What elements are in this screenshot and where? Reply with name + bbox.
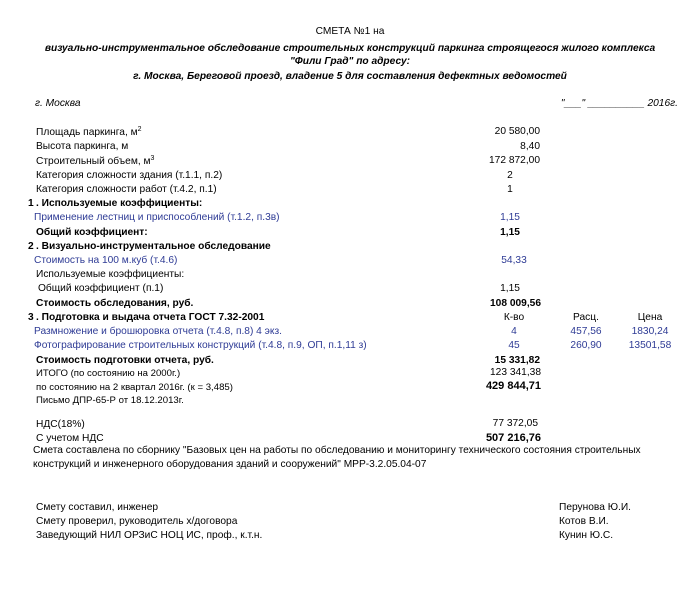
section2-coef-label: Используемые коэффициенты: xyxy=(36,269,185,280)
section2-title: . Визуально-инструментальное обследование xyxy=(36,241,271,252)
signature-role: Смету составил, инженер xyxy=(36,502,159,513)
section2-price-label: Стоимость на 100 м.куб (т.4.6) xyxy=(34,255,178,266)
row-price: 13501,58 xyxy=(628,340,672,351)
section1-row-value: 1,15 xyxy=(500,212,520,223)
signature-name: Кунин Ю.С. xyxy=(559,530,614,541)
param-value-work-category: 1 xyxy=(507,184,513,195)
param-label-area: Площадь паркинга, $м^2$ xyxy=(36,126,142,138)
section3-title: . Подготовка и выдача отчета ГОСТ 7.32-2001 xyxy=(36,312,265,323)
section2-total-value: 108 009,56 xyxy=(490,298,541,309)
with-vat-value: 507 216,76 xyxy=(485,432,541,444)
date-field: "___" __________ 2016г. xyxy=(560,98,678,109)
signature-role: Заведующий НИЛ ОРЗиС НОЦ ИС, проф., к.т.н. xyxy=(36,530,263,541)
document-title: СМЕТА №1 на xyxy=(315,26,385,37)
section1-total-label: Общий коэффициент: xyxy=(36,227,148,238)
vat-label: НДС(18%) xyxy=(36,419,85,430)
section1-number: 1 xyxy=(28,198,34,209)
subject-line-1: визуально-инструментальное обследование строительных конструкций паркинга строящегося жилого комплекса xyxy=(44,43,656,54)
row-rate: 457,56 xyxy=(570,326,602,337)
section3-total-label: Стоимость подготовки отчета, руб. xyxy=(36,355,214,366)
letter-reference: Письмо ДПР-65-Р от 18.12.2013г. xyxy=(36,395,184,406)
q2-2016-label: по состоянию на 2 квартал 2016г. (к = 3,485) xyxy=(36,382,233,393)
param-label-height: Высота паркинга, м xyxy=(36,141,129,152)
param-label-building-category: Категория сложности здания (т.1.1, п.2) xyxy=(36,170,223,181)
row-price: 1830,24 xyxy=(631,326,669,337)
section2-total-label: Стоимость обследования, руб. xyxy=(36,298,194,309)
signature-name: Котов В.И. xyxy=(559,516,609,527)
with-vat-label: С учетом НДС xyxy=(36,433,104,444)
section2-coef-total-value: 1,15 xyxy=(500,283,520,294)
row-qty: 45 xyxy=(508,340,520,351)
subject-line-3: г. Москва, Береговой проезд, владение 5 для составления дефектных ведомостей xyxy=(133,71,567,82)
itogo-label: ИТОГО (по состоянию на 2000г.) xyxy=(36,368,181,379)
row-label: Фотографирование строительных конструкций (т.4.8, п.9, ОП, п.1,11 з) xyxy=(34,340,367,351)
section2-coef-total-label: Общий коэффициент (п.1) xyxy=(38,283,164,294)
section2-number: 2 xyxy=(28,241,34,252)
param-value-area: 20 580,00 xyxy=(494,126,540,137)
param-label-volume: Строительный объем, $м^3$ xyxy=(36,155,155,167)
section3-total-value: 15 331,82 xyxy=(494,355,540,366)
column-header-price: Цена xyxy=(637,312,663,323)
param-value-building-category: 2 xyxy=(507,170,513,181)
q2-2016-value: 429 844,71 xyxy=(485,380,541,392)
note-paragraph: Смета составлена по сборнику "Базовых цен на работы по обследованию и мониторингу технического состояния строительных конструкций и инженерного оборудования зданий и сооружений" МРР-3.2.05.04-07 xyxy=(33,445,641,470)
section2-price-value: 54,33 xyxy=(501,255,527,266)
row-qty: 4 xyxy=(511,326,517,337)
section1-total-value: 1,15 xyxy=(500,227,520,238)
section1-title: . Используемые коэффициенты: xyxy=(36,198,203,209)
row-rate: 260,90 xyxy=(570,340,602,351)
signature-role: Смету проверил, руководитель х/договора xyxy=(36,516,238,527)
city: г. Москва xyxy=(35,98,81,109)
section1-row-label: Применение лестниц и приспособлений (т.1.2, п.3в) xyxy=(34,212,280,223)
param-value-volume: 172 872,00 xyxy=(489,155,540,166)
column-header-rate: Расц. xyxy=(573,312,599,323)
param-label-work-category: Категория сложности работ (т.4.2, п.1) xyxy=(36,184,217,195)
section3-number: 3 xyxy=(28,312,34,323)
column-header-qty: К-во xyxy=(503,312,525,323)
signature-name: Перунова Ю.И. xyxy=(559,502,631,513)
param-value-height: 8,40 xyxy=(520,141,540,152)
row-label: Размножение и брошюровка отчета (т.4.8, п.8) 4 экз. xyxy=(34,326,282,337)
itogo-value: 123 341,38 xyxy=(490,367,541,378)
vat-value: 77 372,05 xyxy=(492,418,538,429)
subject-line-2: "Фили Град" по адресу: xyxy=(289,56,411,67)
